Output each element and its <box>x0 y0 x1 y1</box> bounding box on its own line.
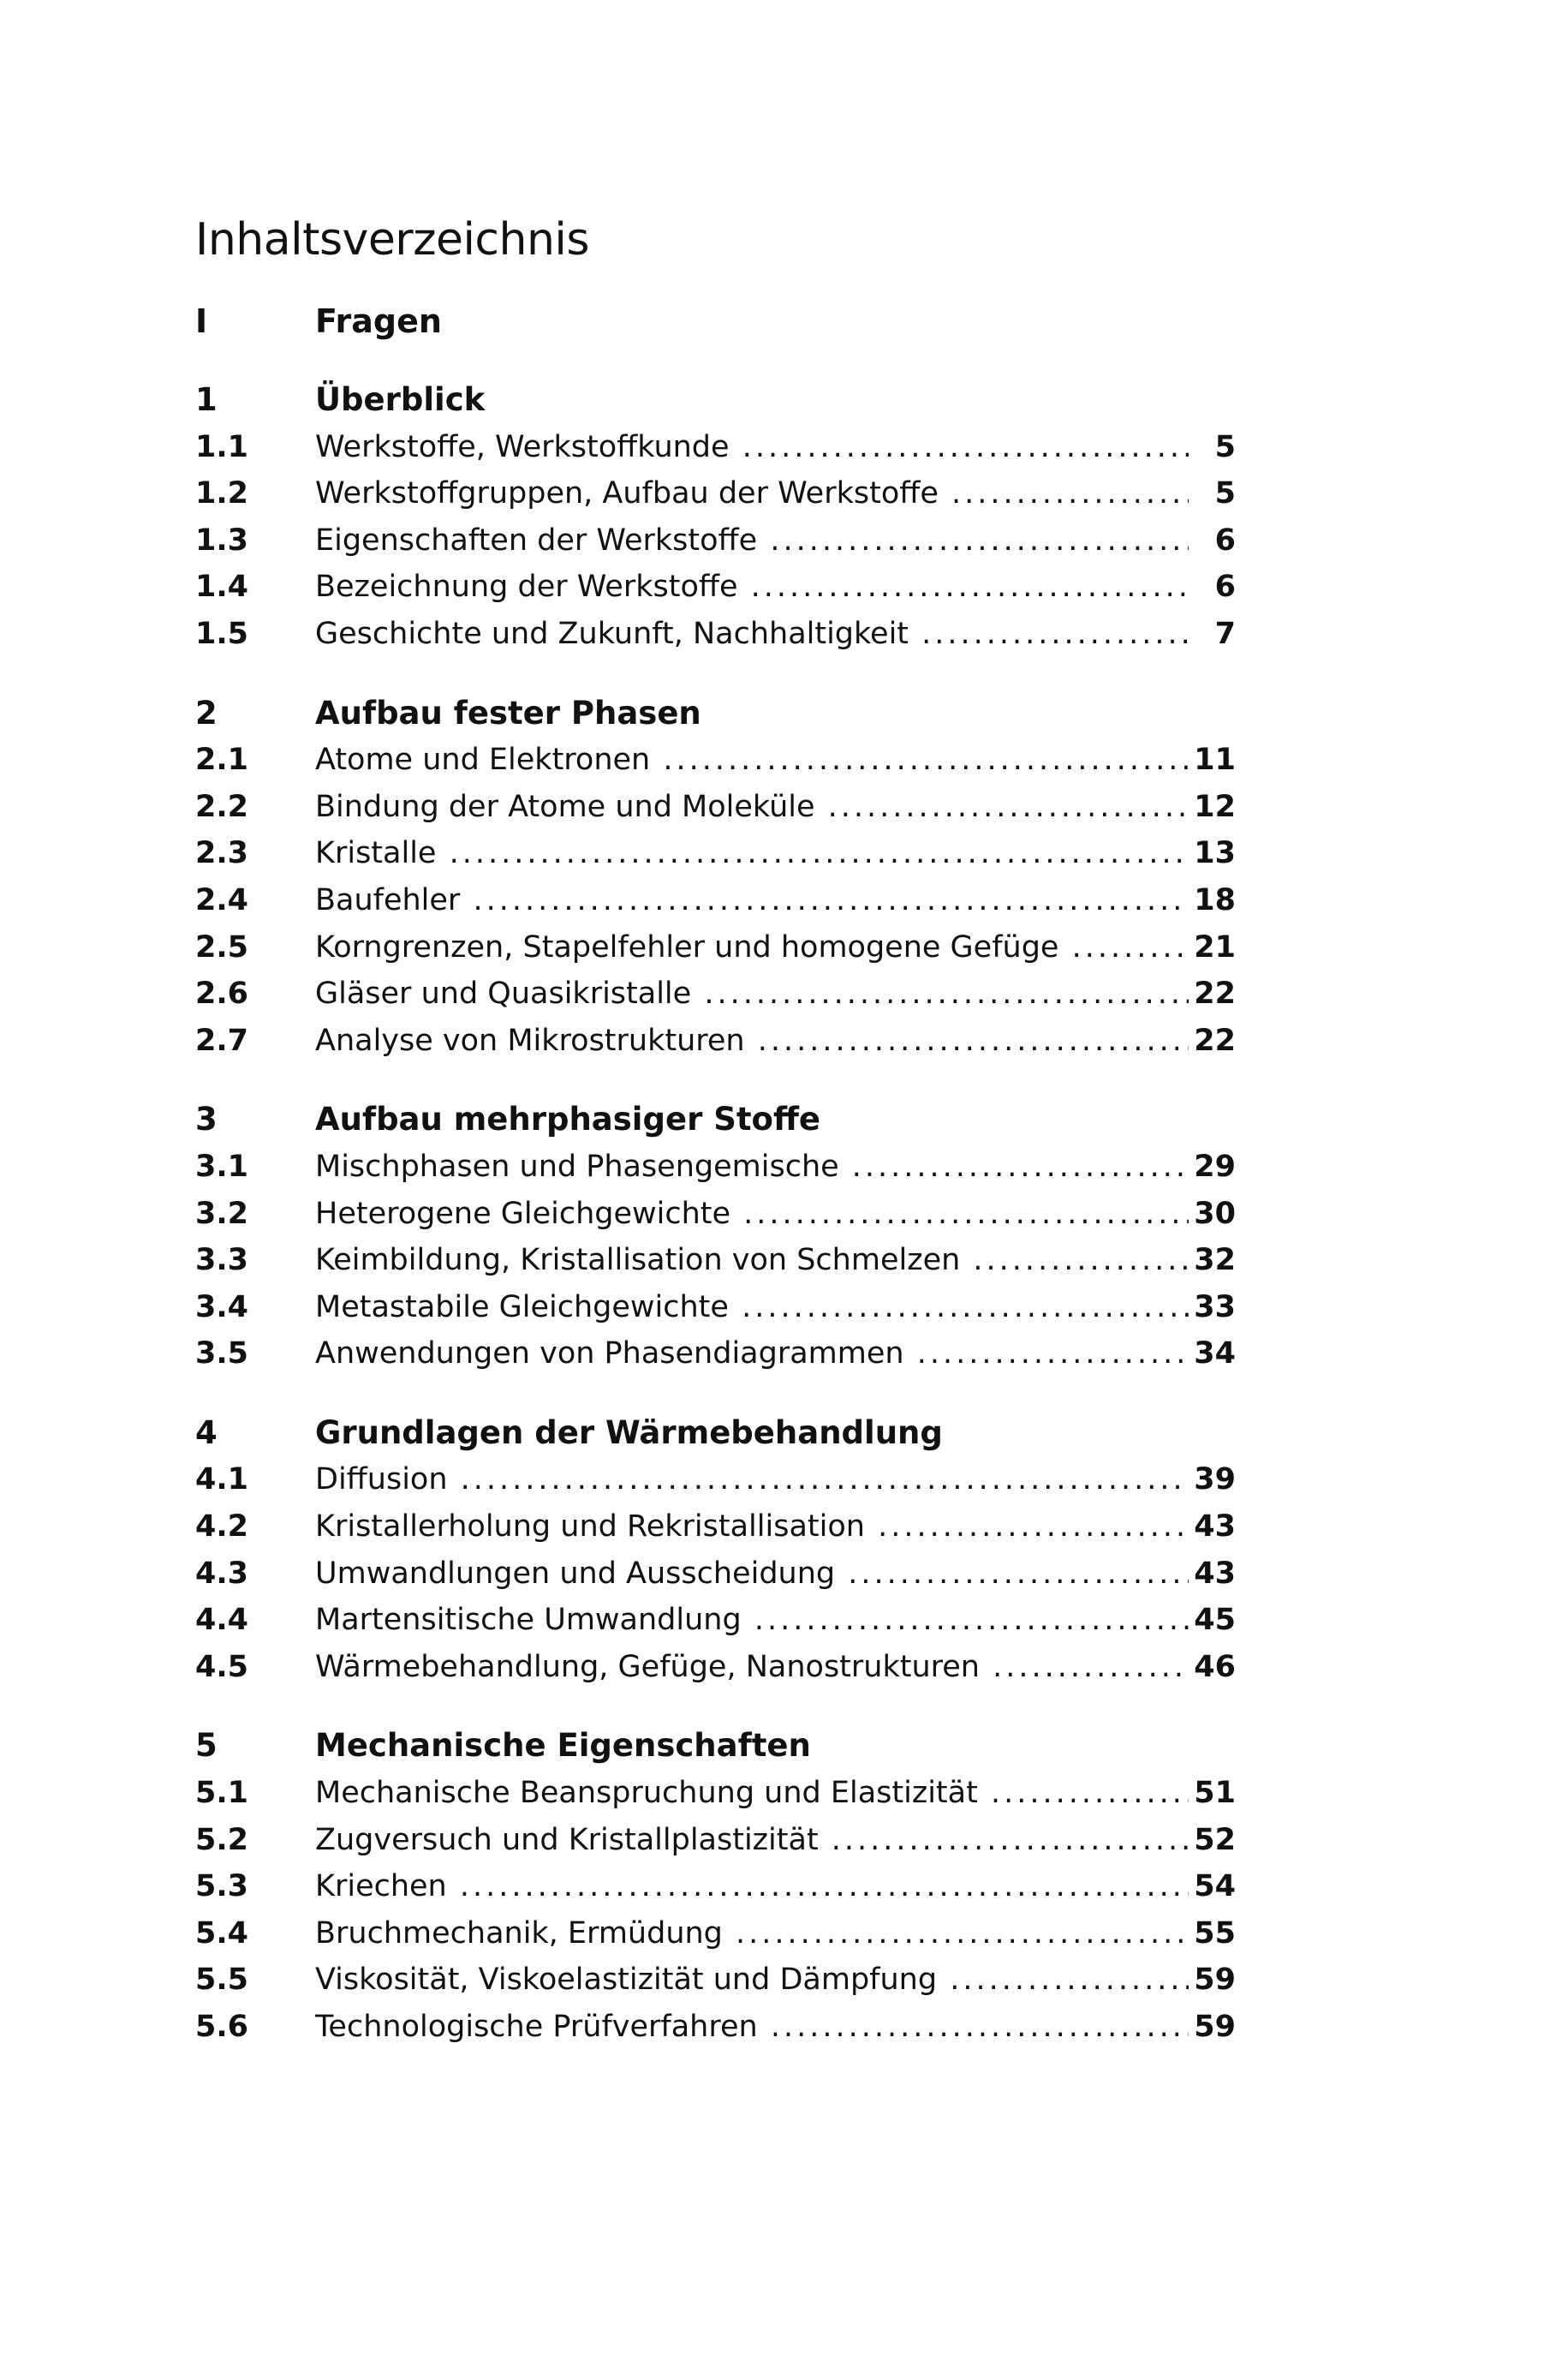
entry-number: 1.2 <box>195 476 249 511</box>
entry-number: 3.2 <box>195 1196 249 1231</box>
entry-page-number: 6 <box>1214 523 1236 558</box>
toc-entry[interactable] <box>195 1644 1236 1691</box>
chapter-number: 2 <box>195 694 218 732</box>
entry-page-number: 6 <box>1214 570 1236 605</box>
chapter-title: Grundlagen der Wärmebehandlung <box>315 1413 943 1451</box>
toc-entry[interactable] <box>195 1550 1236 1598</box>
chapter-section <box>195 690 1236 1065</box>
entry-number: 2.2 <box>195 789 249 824</box>
entry-number: 4.5 <box>195 1649 249 1684</box>
entry-number: 2.5 <box>195 929 249 965</box>
entry-title: Werkstoffe, Werkstoffkunde ..... <box>315 424 1189 471</box>
entry-number: 3.4 <box>195 1289 249 1324</box>
chapter-number: 5 <box>195 1727 218 1765</box>
entry-number: 3.3 <box>195 1243 249 1278</box>
entry-page-number: 39 <box>1194 1462 1236 1497</box>
entry-page-number: 29 <box>1194 1149 1236 1184</box>
entry-page-number: 11 <box>1194 743 1236 778</box>
entry-page-number: 5 <box>1214 429 1236 464</box>
entry-number: 3.1 <box>195 1149 249 1184</box>
toc-entry[interactable] <box>195 1597 1236 1644</box>
part-label: Fragen <box>315 302 442 340</box>
entry-title: Umwandlungen und Ausscheidung ..... <box>315 1550 1189 1598</box>
toc-entry[interactable] <box>195 1191 1236 1238</box>
toc-entry[interactable] <box>195 1910 1236 1957</box>
entry-number: 1.1 <box>195 429 249 464</box>
chapter-heading <box>195 1723 1236 1770</box>
chapter-title: Aufbau fester Phasen <box>315 694 701 732</box>
toc-entry[interactable] <box>195 1237 1236 1284</box>
entry-page-number: 59 <box>1194 1963 1236 1998</box>
entry-number: 5.1 <box>195 1776 249 1811</box>
entry-number: 5.4 <box>195 1915 249 1951</box>
entry-page-number: 55 <box>1194 1915 1236 1951</box>
entry-page-number: 51 <box>1194 1776 1236 1811</box>
entry-number: 3.5 <box>195 1336 249 1371</box>
entry-title: Mechanische Beanspruchung und Elastizität ..... <box>315 1770 1189 1817</box>
toc-entry[interactable] <box>195 470 1236 517</box>
entry-number: 4.1 <box>195 1462 249 1497</box>
entry-page-number: 22 <box>1194 1023 1236 1058</box>
part-heading <box>195 296 1249 347</box>
entry-title: Bindung der Atome und Moleküle ..... <box>315 784 1189 831</box>
entry-page-number: 21 <box>1194 929 1236 965</box>
entry-page-number: 13 <box>1194 836 1236 871</box>
entry-page-number: 30 <box>1194 1196 1236 1231</box>
entry-page-number: 52 <box>1194 1822 1236 1857</box>
toc-entry[interactable] <box>195 1284 1236 1331</box>
entry-page-number: 54 <box>1194 1869 1236 1904</box>
entry-title: Zugversuch und Kristallplastizität ..... <box>315 1817 1189 1864</box>
entry-page-number: 18 <box>1194 882 1236 917</box>
table-of-contents <box>195 377 1236 2083</box>
entry-title: Heterogene Gleichgewichte ..... <box>315 1191 1189 1238</box>
entry-title: Martensitische Umwandlung ..... <box>315 1597 1189 1644</box>
entry-page-number: 33 <box>1194 1289 1236 1324</box>
entry-page-number: 12 <box>1194 789 1236 824</box>
toc-entry[interactable] <box>195 1817 1236 1864</box>
chapter-section <box>195 1410 1236 1691</box>
page-title: Inhaltsverzeichnis <box>195 214 589 266</box>
entry-page-number: 22 <box>1194 977 1236 1012</box>
chapter-heading <box>195 1410 1236 1457</box>
entry-number: 5.6 <box>195 2010 249 2044</box>
entry-number: 1.5 <box>195 616 249 651</box>
entry-title: Korngrenzen, Stapelfehler und homogene Gefüge ..... <box>315 924 1189 971</box>
chapter-section <box>195 1723 1236 2050</box>
entry-number: 1.3 <box>195 523 249 558</box>
toc-entry[interactable] <box>195 1144 1236 1191</box>
toc-entry[interactable] <box>195 877 1236 924</box>
entry-number: 5.5 <box>195 1963 249 1998</box>
toc-entry[interactable] <box>195 1503 1236 1550</box>
entry-title: Baufehler ..... <box>315 877 1189 924</box>
entry-title: Werkstoffgruppen, Aufbau der Werkstoffe ..... <box>315 470 1189 517</box>
entry-title: Analyse von Mikrostrukturen ..... <box>315 1018 1189 1065</box>
toc-entry[interactable] <box>195 2004 1236 2051</box>
chapter-section <box>195 377 1236 658</box>
toc-entry[interactable] <box>195 1863 1236 1910</box>
chapter-number: 4 <box>195 1413 218 1451</box>
toc-entry[interactable] <box>195 611 1236 658</box>
entry-page-number: 43 <box>1194 1556 1236 1591</box>
entry-title: Metastabile Gleichgewichte ..... <box>315 1284 1189 1331</box>
entry-page-number: 32 <box>1194 1243 1236 1278</box>
toc-entry[interactable] <box>195 784 1236 831</box>
toc-entry[interactable] <box>195 971 1236 1018</box>
entry-page-number: 59 <box>1194 2010 1236 2044</box>
entry-title: Kristalle ..... <box>315 830 1189 877</box>
chapter-heading <box>195 1096 1236 1144</box>
entry-title: Viskosität, Viskoelastizität und Dämpfung ..... <box>315 1957 1189 2004</box>
toc-entry[interactable] <box>195 517 1236 565</box>
toc-entry[interactable] <box>195 1957 1236 2004</box>
toc-entry[interactable] <box>195 737 1236 784</box>
entry-number: 2.7 <box>195 1023 249 1058</box>
entry-title: Mischphasen und Phasengemische ..... <box>315 1144 1189 1191</box>
toc-entry[interactable] <box>195 924 1236 971</box>
entry-title: Kristallerholung und Rekristallisation ..... <box>315 1503 1189 1550</box>
entry-number: 4.4 <box>195 1603 249 1638</box>
chapter-number: 1 <box>195 381 218 418</box>
toc-entry[interactable] <box>195 1456 1236 1503</box>
entry-title: Diffusion ..... <box>315 1456 1189 1503</box>
toc-entry[interactable] <box>195 564 1236 611</box>
entry-title: Bezeichnung der Werkstoffe ..... <box>315 564 1189 611</box>
chapter-title: Mechanische Eigenschaften <box>315 1727 811 1765</box>
entry-number: 5.3 <box>195 1869 249 1904</box>
part-number: I <box>195 302 208 340</box>
entry-number: 4.2 <box>195 1509 249 1545</box>
entry-page-number: 5 <box>1214 476 1236 511</box>
entry-title: Technologische Prüfverfahren ..... <box>315 2004 1189 2051</box>
chapter-number: 3 <box>195 1101 218 1138</box>
chapter-title: Überblick <box>315 381 486 418</box>
entry-title: Gläser und Quasikristalle ..... <box>315 971 1189 1018</box>
toc-entry[interactable] <box>195 1018 1236 1065</box>
toc-entry[interactable] <box>195 1330 1236 1377</box>
entry-title: Eigenschaften der Werkstoffe ..... <box>315 517 1189 565</box>
entry-page-number: 34 <box>1194 1336 1236 1371</box>
entry-page-number: 7 <box>1214 616 1236 651</box>
chapter-title: Aufbau mehrphasiger Stoffe <box>315 1101 821 1138</box>
entry-title: Wärmebehandlung, Gefüge, Nanostrukturen ..... <box>315 1644 1189 1691</box>
entry-number: 2.6 <box>195 977 249 1012</box>
toc-entry[interactable] <box>195 424 1236 471</box>
chapter-heading <box>195 690 1236 738</box>
chapter-heading <box>195 377 1236 424</box>
toc-entry[interactable] <box>195 830 1236 877</box>
entry-number: 2.3 <box>195 836 249 871</box>
entry-page-number: 45 <box>1194 1603 1236 1638</box>
entry-page-number: 43 <box>1194 1509 1236 1545</box>
entry-title: Bruchmechanik, Ermüdung ..... <box>315 1910 1189 1957</box>
toc-entry[interactable] <box>195 1770 1236 1817</box>
entry-number: 2.1 <box>195 743 249 778</box>
entry-number: 1.4 <box>195 570 249 605</box>
entry-page-number: 46 <box>1194 1649 1236 1684</box>
entry-title: Atome und Elektronen ..... <box>315 737 1189 784</box>
entry-title: Kriechen ..... <box>315 1863 1189 1910</box>
entry-title: Anwendungen von Phasendiagrammen ..... <box>315 1330 1189 1377</box>
entry-title: Geschichte und Zukunft, Nachhaltigkeit ..... <box>315 611 1189 658</box>
chapter-section <box>195 1096 1236 1377</box>
entry-number: 5.2 <box>195 1822 249 1857</box>
entry-number: 2.4 <box>195 882 249 917</box>
entry-number: 4.3 <box>195 1556 249 1591</box>
entry-title: Keimbildung, Kristallisation von Schmelzen ..... <box>315 1237 1189 1284</box>
